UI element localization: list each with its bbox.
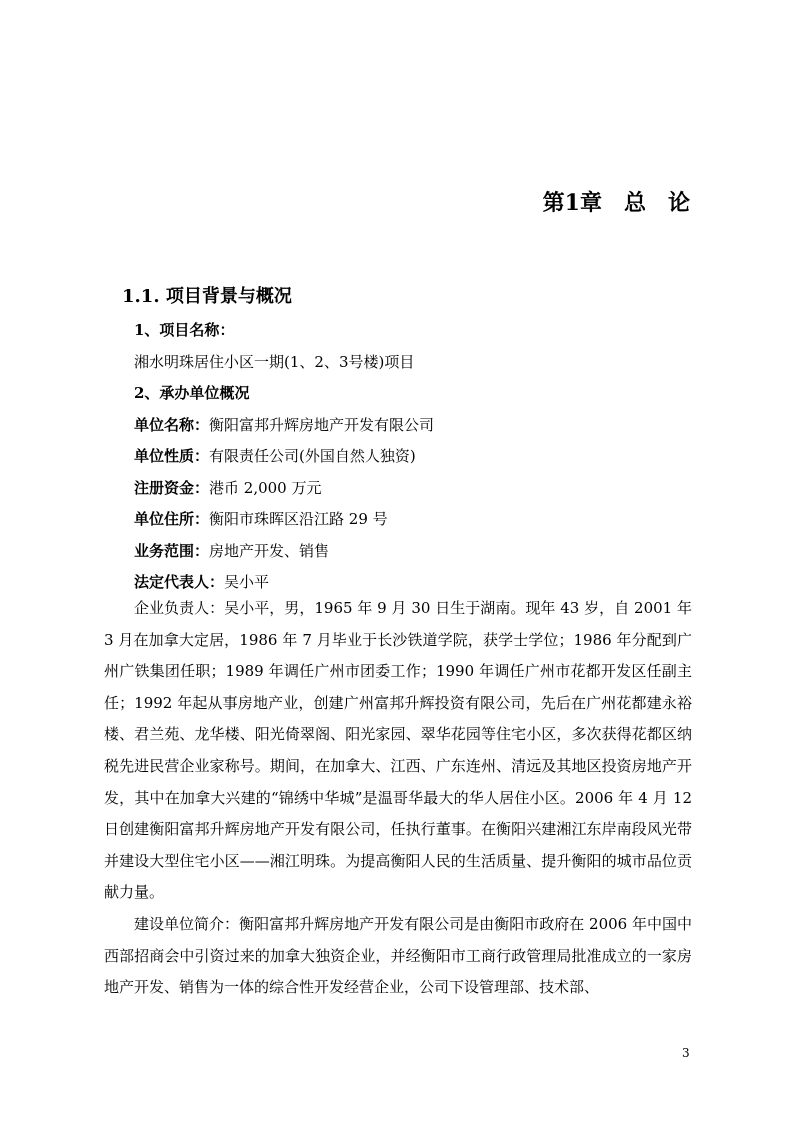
project-name-value: 湘水明珠居住小区一期(1、2、3号楼)项目 (134, 352, 415, 371)
capital-label: 注册资金： (134, 478, 210, 497)
business-row (104, 536, 692, 568)
unit-name-label: 单位名称： (134, 415, 210, 434)
paragraph-owner-bio: 企业负责人：吴小平，男，1965 年 9 月 30 日生于湖南。现年 43 岁，自 2001 年 3 月在加拿大定居，1986 年 7 月毕业于长沙铁道学院，获学士学位；1986 年分配到广州广铁集团任职；1989 年调任广州市团委工作；1990 年调任广州市花都开发区任副主任；1992 年起从事房地产业，创建广州富邦升辉投资有限公司，先后在广州花都建永裕楼、君兰苑、龙华楼、阳光倚翠阁、阳光家园、翠华花园等住宅小区，多次获得花都区纳税先进民营企业家称号。期间，在加拿大、江西、广东连州、清远及其地区投资房地产开发，其中在加拿大兴建的“锦绣中华城”是温哥华最大的华人居住小区。2006 年 4 月 12 日创建衡阳富邦升辉房地产开发有限公司，任执行董事。在衡阳兴建湘江东岸南段风光带并建设大型住宅小区——湘江明珠。为提高衡阳人民的生活质量、提升衡阳的城市品位贡献力量。 (104, 599, 692, 902)
body-text (104, 593, 692, 1004)
rep-label: 法定代表人： (134, 573, 225, 591)
business-label: 业务范围： (134, 541, 210, 560)
address-row (104, 504, 692, 536)
unit-type-label: 单位性质： (134, 447, 210, 465)
unit-name-value: 衡阳富邦升辉房地产开发有限公司 (209, 415, 435, 434)
address-value: 衡阳市珠晖区沿江路 29 号 (209, 510, 388, 528)
chapter-title-part-2: 论 (667, 190, 690, 216)
unit-type-row (104, 441, 692, 473)
project-info-list (104, 315, 692, 599)
rep-value: 吴小平 (224, 573, 270, 591)
unit-type-value: 有限责任公司(外国自然人独资) (209, 447, 416, 465)
chapter-title-part-1: 总 (623, 190, 646, 216)
capital-row (104, 473, 692, 505)
section-heading: 1.1. 项目背景与概况 (122, 286, 292, 307)
business-value: 房地产开发、销售 (209, 541, 330, 560)
paragraph-company-intro: 建设单位简介：衡阳富邦升辉房地产开发有限公司是由衡阳市政府在 2006 年中国中西部招商会中引资过来的加拿大独资企业，并经衡阳市工商行政管理局批准成立的一家房地产开发、销售为一体的综合性开发经营企业，公司下设管理部、技术部、 (104, 914, 692, 997)
page-number: 3 (682, 1046, 690, 1060)
unit-overview-heading: 2、承办单位概况 (134, 384, 250, 402)
chapter-number: 第1章 (542, 190, 602, 216)
chapter-title (543, 186, 690, 217)
unit-name-row (104, 410, 692, 442)
capital-value: 港币 2,000 万元 (209, 478, 322, 497)
project-name-heading: 1、项目名称： (134, 321, 235, 339)
address-label: 单位住所： (134, 510, 210, 528)
